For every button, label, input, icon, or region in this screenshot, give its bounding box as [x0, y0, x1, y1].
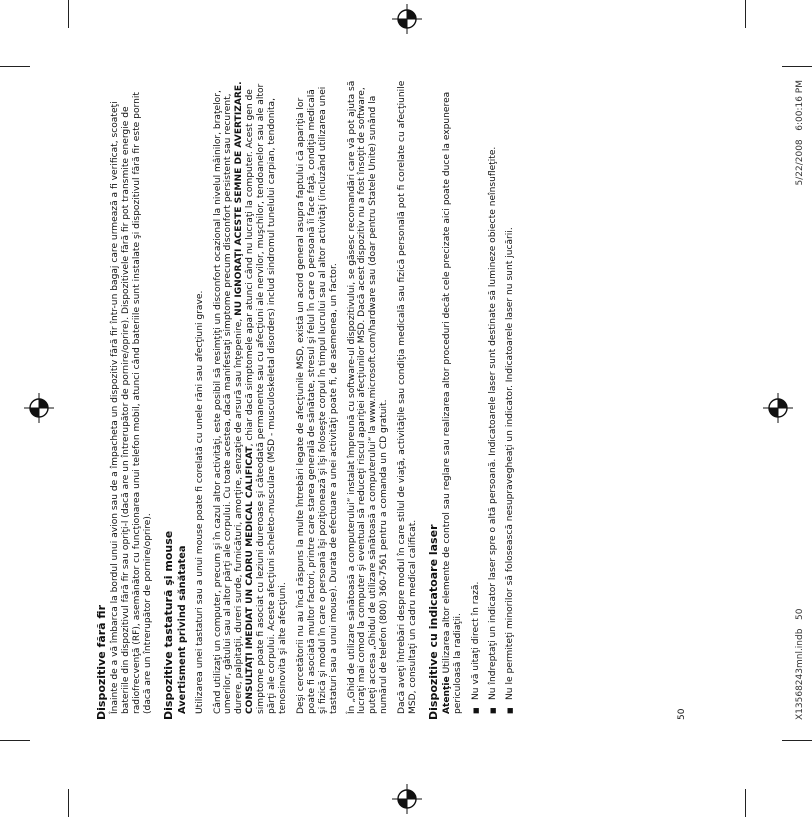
page-number: 50: [677, 708, 687, 720]
registration-mark-icon: [392, 4, 422, 34]
crop-mark: [745, 0, 746, 28]
registration-mark-icon: [392, 784, 422, 814]
paragraph: [442, 80, 464, 720]
section-wireless: [95, 80, 154, 720]
bullet-list: [471, 80, 516, 720]
section-title: Dispozitive fără fir: [95, 604, 108, 720]
crop-mark: [68, 789, 69, 817]
rotated-content: [95, 80, 805, 720]
list-item: ■ Nu îndreptaţi un indicator laser spre o altă persoană. Indicatoarele laser sunt destinate să lumineze obiecte neînsufleţite.: [488, 80, 499, 714]
registration-mark-icon: [763, 393, 793, 423]
paragraph: Înainte de a vă îmbarca la bordul unui avion sau de a împacheta un dispozitiv fără fir într-un bagaj care urmează a fi verificat, scoateţi bateriile din dispozitivul fără fir sau opriţi-l (dacă are un întrerupător de pornire/oprire). Dispozitivele fără fir pot transmite energie de radiofrecvenţă (RF), asemănător cu funcţionarea unui telefon mobil, atunci când bateriile sunt instalate şi dispozitivul fără fir este pornit (dacă are un întrerupător de pornire/oprire).: [110, 92, 153, 714]
list-item: ■ Nu vă uitaţi direct în rază.: [471, 80, 482, 714]
caution-label: Atenţie: [441, 676, 452, 714]
footer-timestamp: 5/22/2008 6:00:16 PM: [795, 80, 805, 186]
section-title: Dispozitive tastatură şi mouse: [161, 530, 175, 720]
document-body: [95, 80, 523, 720]
section-title: Dispozitive cu indicatoare laser: [426, 524, 440, 720]
warning-text: NU IGNORAŢI ACESTE SEMNE DE AVERTIZARE. CONSULTAŢI IMEDIAT UN CADRU MEDICAL CALIFICAT: [234, 81, 256, 714]
crop-mark: [0, 740, 30, 741]
crop-mark: [0, 66, 30, 67]
section-keyboard-mouse: [162, 80, 419, 720]
footer-file-name: X13568243mnl.indb 50: [795, 608, 805, 720]
section-laser: [427, 80, 516, 720]
registration-mark-icon: [24, 393, 54, 423]
crop-mark: [782, 740, 812, 741]
paragraph-text: Utilizarea altor elemente de control sau reglare sau realizarea altor proceduri decât cele precizate aici poate duce la expunerea periculoasă la radiaţii.: [441, 91, 463, 714]
crop-mark: [782, 66, 812, 67]
paragraph: În „Ghid de utilizare sănătoasă a computerului” instalat împreună cu software-ul dispozitivului, se găsesc recomandări care vă pot ajuta să lucraţi mai comod la computer şi eventual să reduceţi riscul apariţiei afecţiunilor MSD. Dacă acest dispozitiv nu a fost însoţit de software, puteţi accesa „Ghidul de utilizare sănătoasă a computerului” la www.microsoft.com/hardware sau (doar pentru Statele Unite) sunând la numărul de telefon (800) 360-7561 pentru a comanda un CD gratuit.: [346, 80, 390, 714]
paragraph-text: , chiar dacă simptomele apar atunci când nu lucraţi la computer. Acest gen de simptome poate fi asociat cu leziuni dureroase şi câteodată permanente sau cu afecţiuni ale nervilor, muşchilor, tendoanelor sau ale altor părţi ale corpului. Aceste afecţiuni scheleto-musculare (MSD - musculoskeletal disorders) includ sindromul tunelului carpian, tendonita, tenosinovita şi alte afecţiuni.: [245, 83, 288, 714]
paragraph-text: Când utilizaţi un computer, precum şi în cazul altor activităţi, este posibil să resimţiţi un disconfort ocazional la nivelul mâinilor, braţelor, umerilor, gâtului sau al altor părţi ale corpului. Cu toate acestea, dacă manifestaţi simptome precum disconfort persistent sau recurent, durere, palpitaţii, dureri surde, furnicături, amorţire, senzaţie de arsură sau înţepenire,: [212, 90, 245, 714]
paragraph: Utilizarea unei tastaturi sau a unui mouse poate fi corelată cu unele răni sau afecţiuni grave.: [194, 290, 205, 714]
paragraph: [213, 80, 289, 720]
list-item: ■ Nu le permiteţi minorilor să folosească nesupravegheaţi un indicator. Indicatoarele laser nu sunt jucării.: [505, 80, 516, 714]
crop-mark: [68, 0, 69, 28]
crop-mark: [745, 789, 746, 817]
section-subtitle: Avertisment privind sănătatea: [176, 545, 188, 714]
paragraph: Dacă aveţi întrebări despre modul în care stilul de viaţă, activităţile sau condiţia medicală sau fizică personală pot fi corelate cu afecţiunile MSD, consultaţi un cadru medical calificat.: [397, 80, 419, 714]
paragraph: Deşi cercetătorii nu au încă răspuns la multe întrebări legate de afecţiunile MSD, există un acord general asupra faptului că apariţia lor poate fi asociată multor factori, printre care starea generală de sănătate, stresul şi felul în care o persoană îi face faţă, condiţia medicală şi fizică şi modul în care o persoană îşi poziţionează şi îşi foloseşte corpul în timpul lucrului sau al altor activităţi (incluzând utilizarea unei tastaturi sau a unui mouse). Durata de efectuare a unei activităţi poate fi, de asemenea, un factor.: [295, 86, 339, 714]
